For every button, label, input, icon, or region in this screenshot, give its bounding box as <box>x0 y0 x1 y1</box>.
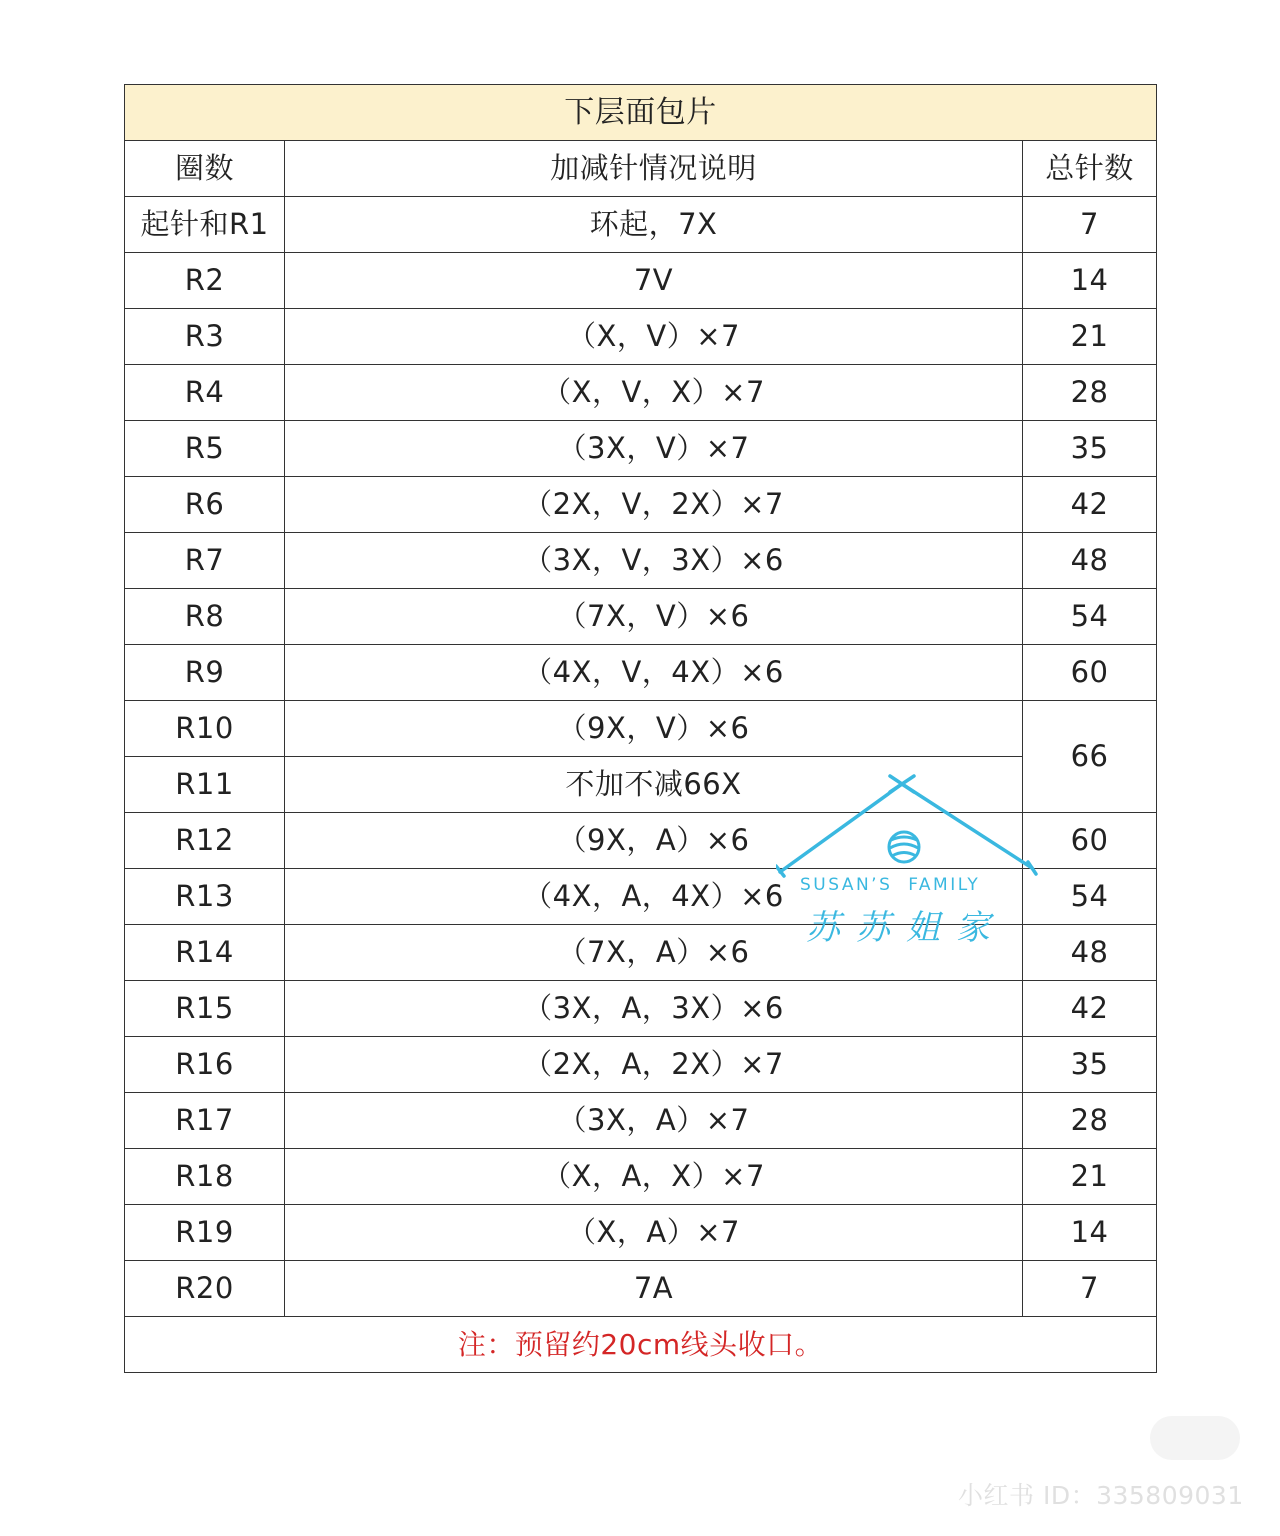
round-cell: 起针和R1 <box>125 197 285 253</box>
round-cell: R13 <box>125 869 285 925</box>
round-cell: R18 <box>125 1149 285 1205</box>
total-cell: 21 <box>1023 309 1157 365</box>
round-cell: R12 <box>125 813 285 869</box>
description-cell: （3X，A，3X）×6 <box>285 981 1023 1037</box>
table-row <box>125 701 1157 757</box>
table-row <box>125 365 1157 421</box>
table-note-row <box>125 1317 1157 1373</box>
round-cell: R4 <box>125 365 285 421</box>
table-row <box>125 1261 1157 1317</box>
total-cell: 35 <box>1023 1037 1157 1093</box>
watermark-brand-en: SUSAN’S FAMILY <box>800 875 981 895</box>
total-cell: 14 <box>1023 1205 1157 1261</box>
table-row <box>125 645 1157 701</box>
table-row <box>125 589 1157 645</box>
total-cell: 60 <box>1023 813 1157 869</box>
description-cell: （X，A，X）×7 <box>285 1149 1023 1205</box>
description-cell: 环起，7X <box>285 197 1023 253</box>
table-row <box>125 1037 1157 1093</box>
table-row <box>125 1093 1157 1149</box>
platform-logo-icon <box>1150 1416 1240 1460</box>
total-cell: 54 <box>1023 869 1157 925</box>
round-cell: R11 <box>125 757 285 813</box>
header-total: 总针数 <box>1023 141 1157 197</box>
table-row <box>125 421 1157 477</box>
table-row <box>125 477 1157 533</box>
total-cell: 28 <box>1023 1093 1157 1149</box>
round-cell: R17 <box>125 1093 285 1149</box>
round-cell: R5 <box>125 421 285 477</box>
total-cell: 48 <box>1023 533 1157 589</box>
description-cell: （2X，V，2X）×7 <box>285 477 1023 533</box>
table-header-row <box>125 141 1157 197</box>
description-cell: （7X，V）×6 <box>285 589 1023 645</box>
total-cell: 14 <box>1023 253 1157 309</box>
table-row <box>125 981 1157 1037</box>
table-row <box>125 757 1157 813</box>
total-cell: 7 <box>1023 197 1157 253</box>
description-cell: （3X，V，3X）×6 <box>285 533 1023 589</box>
description-cell: （X，V）×7 <box>285 309 1023 365</box>
description-cell: （X，A）×7 <box>285 1205 1023 1261</box>
total-cell: 42 <box>1023 477 1157 533</box>
round-cell: R6 <box>125 477 285 533</box>
total-cell-merged: 66 <box>1023 701 1157 813</box>
total-cell: 60 <box>1023 645 1157 701</box>
round-cell: R7 <box>125 533 285 589</box>
round-cell: R8 <box>125 589 285 645</box>
table-title: 下层面包片 <box>125 85 1157 141</box>
table-row <box>125 1149 1157 1205</box>
total-cell: 7 <box>1023 1261 1157 1317</box>
total-cell: 21 <box>1023 1149 1157 1205</box>
header-description: 加减针情况说明 <box>285 141 1023 197</box>
round-cell: R2 <box>125 253 285 309</box>
description-cell: （9X，V）×6 <box>285 701 1023 757</box>
table-row <box>125 813 1157 869</box>
description-cell: （4X，A，4X）×6 <box>285 869 1023 925</box>
round-cell: R9 <box>125 645 285 701</box>
round-cell: R20 <box>125 1261 285 1317</box>
table-row <box>125 309 1157 365</box>
round-cell: R10 <box>125 701 285 757</box>
round-cell: R3 <box>125 309 285 365</box>
round-cell: R19 <box>125 1205 285 1261</box>
table-title-row <box>125 85 1157 141</box>
table-row <box>125 869 1157 925</box>
header-round: 圈数 <box>125 141 285 197</box>
total-cell: 48 <box>1023 925 1157 981</box>
table-row <box>125 253 1157 309</box>
table-row <box>125 925 1157 981</box>
description-cell: 不加不减66X <box>285 757 1023 813</box>
round-cell: R14 <box>125 925 285 981</box>
total-cell: 35 <box>1023 421 1157 477</box>
crochet-pattern-table <box>124 84 1157 1373</box>
description-cell: （2X，A，2X）×7 <box>285 1037 1023 1093</box>
table-row <box>125 533 1157 589</box>
watermark-brand-cn: 苏苏姐家 <box>806 908 1006 948</box>
description-cell: （4X，V，4X）×6 <box>285 645 1023 701</box>
total-cell: 28 <box>1023 365 1157 421</box>
description-cell: （X，V，X）×7 <box>285 365 1023 421</box>
total-cell: 54 <box>1023 589 1157 645</box>
platform-watermark: 小红书 ID：335809031 <box>958 1481 1244 1510</box>
table-row <box>125 1205 1157 1261</box>
description-cell: 7A <box>285 1261 1023 1317</box>
total-cell: 42 <box>1023 981 1157 1037</box>
table-row <box>125 197 1157 253</box>
table-note: 注：预留约20cm线头收口。 <box>125 1317 1157 1373</box>
description-cell: （7X，A）×6 <box>285 925 1023 981</box>
description-cell: 7V <box>285 253 1023 309</box>
description-cell: （9X，A）×6 <box>285 813 1023 869</box>
description-cell: （3X，A）×7 <box>285 1093 1023 1149</box>
description-cell: （3X，V）×7 <box>285 421 1023 477</box>
round-cell: R16 <box>125 1037 285 1093</box>
round-cell: R15 <box>125 981 285 1037</box>
